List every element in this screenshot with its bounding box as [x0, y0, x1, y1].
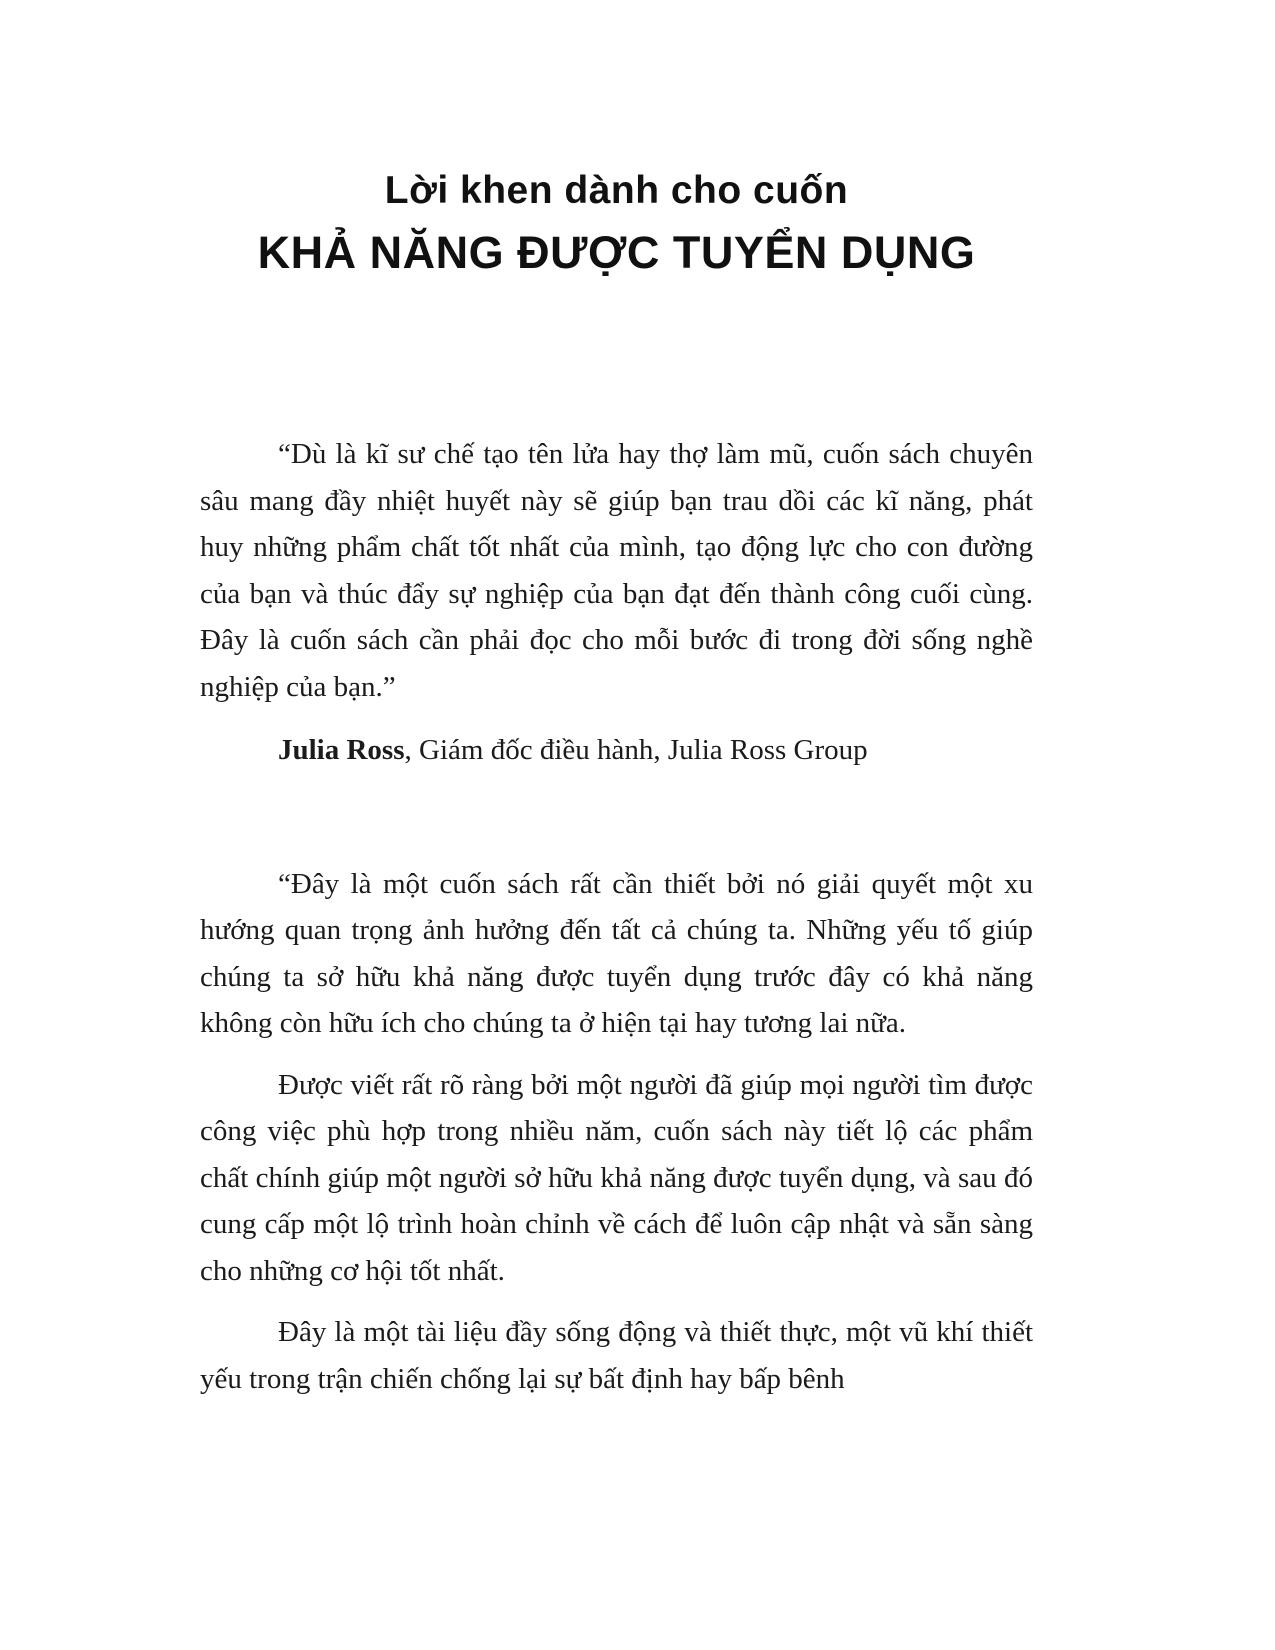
- page-title-line2: KHẢ NĂNG ĐƯỢC TUYỂN DỤNG: [257, 226, 976, 278]
- attribution-name: Julia Ross: [278, 734, 405, 767]
- quote-paragraph: “Đây là một cuốn sách rất cần thiết bởi nó giải quyết một xu hướng quan trọng ảnh hưởng đến tất cả chúng ta. Những yếu tố giúp chúng ta sở hữu khả năng được tuyển dụng trước đây có khả năng không còn hữu ích cho chúng ta ở hiện tại hay tương lai nữa.: [200, 867, 1033, 1040]
- praise-quotes: [200, 431, 1033, 1402]
- quote-paragraph: “Dù là kĩ sư chế tạo tên lửa hay thợ làm mũ, cuốn sách chuyên sâu mang đầy nhiệt huyết này sẽ giúp bạn trau dồi các kĩ năng, phát huy những phẩm chất tốt nhất của mình, tạo động lực cho con đường của bạn và thúc đẩy sự nghiệp của bạn đạt đến thành công cuối cùng. Đây là cuốn sách cần phải đọc cho mỗi bước đi trong đời sống nghề nghiệp của bạn.”: [200, 438, 1033, 703]
- section-divider-space: [200, 789, 1033, 861]
- quote-paragraph: Được viết rất rõ ràng bởi một người đã giúp mọi người tìm được công việc phù hợp trong nhiều năm, cuốn sách này tiết lộ các phẩm chất chính giúp một người sở hữu khả năng được tuyển dụng, và sau đó cung cấp một lộ trình hoàn chỉnh về cách để luôn cập nhật và sẵn sàng cho những cơ hội tốt nhất.: [200, 1068, 1033, 1287]
- page-content: [200, 168, 1033, 1417]
- quote-paragraph: Đây là một tài liệu đầy sống động và thiết thực, một vũ khí thiết yếu trong trận chiến chống lại sự bất định hay bấp bênh: [200, 1316, 1033, 1395]
- page-title: [200, 168, 1033, 281]
- page-title-line1: Lời khen dành cho cuốn: [384, 169, 849, 212]
- attribution: [200, 725, 1033, 774]
- attribution-role: , Giám đốc điều hành, Julia Ross Group: [404, 734, 868, 767]
